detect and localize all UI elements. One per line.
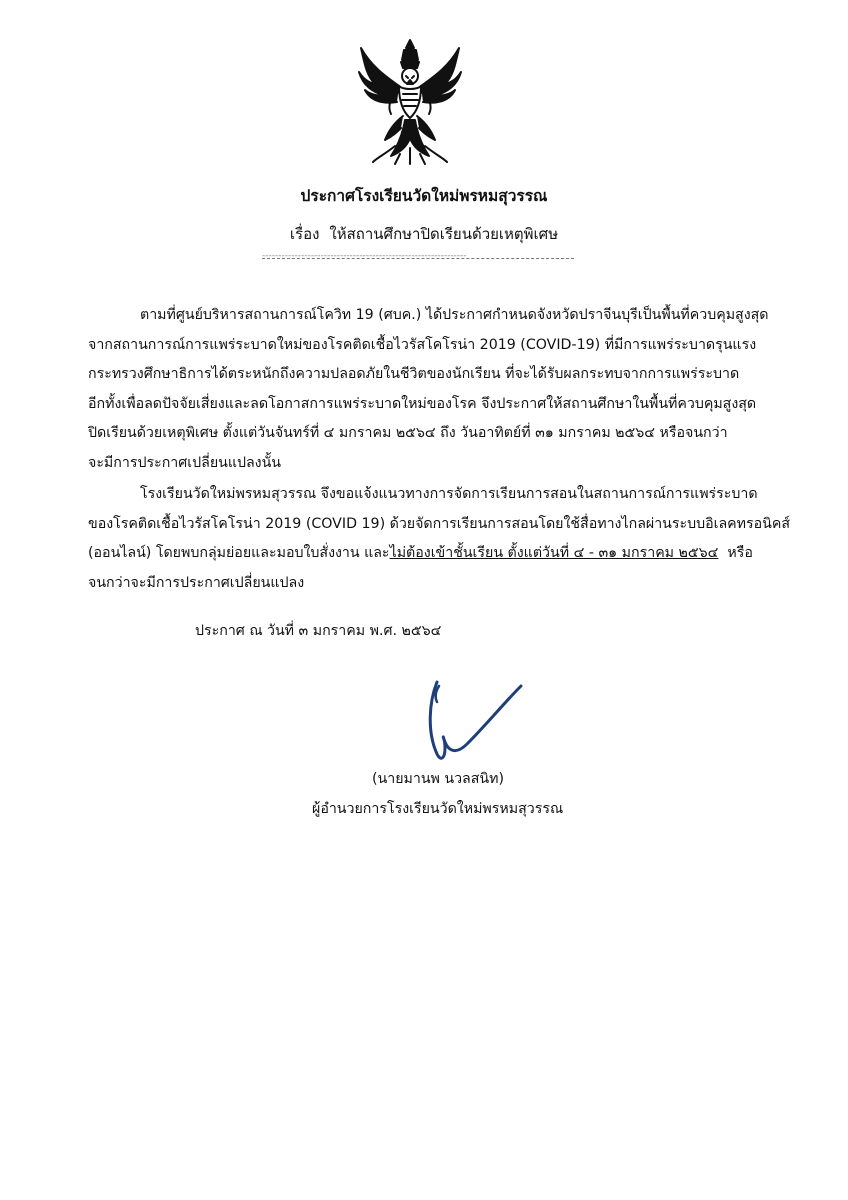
header-divider-text: --------------------------------------------------------------- [262,251,467,261]
paragraph-1-line: อีกทั้งเพื่อลดปัจจัยเสี่ยงและลดโอกาสการแพร่ระบาดใหม่ของโรค จึงประกาศให้สถานศึกษาในพื้นที่ควบคุมสูงสุด [88,395,757,412]
paragraph-2-line3-suffix: หรือ [718,545,753,561]
underlined-closure-dates: ไม่ต้องเข้าชั้นเรียน ตั้งแต่วันที่ ๔ - ๓๑ มกราคม ๒๕๖๔ [389,545,719,561]
paragraph-1 [88,301,768,478]
paragraph-1-line: จะมีการประกาศเปลี่ยนแปลงนั้น [88,454,281,471]
document-subject [0,222,848,246]
paragraph-2 [88,480,791,598]
announcement-date: ประกาศ ณ วันที่ ๓ มกราคม พ.ศ. ๒๕๖๔ [195,623,442,639]
paragraph-2-line: จนกว่าจะมีการประกาศเปลี่ยนแปลง [88,574,305,591]
paragraph-2-line: โรงเรียนวัดใหม่พรหมสุวรรณ จึงขอแจ้งแนวทางการจัดการเรียนการสอนในสถานการณ์การแพร่ระบาด [140,486,758,502]
paragraph-1-line: กระทรวงศึกษาธิการได้ตระหนักถึงความปลอดภัยในชีวิตของนักเรียน ที่จะได้รับผลกระทบจากการแพร่ระบาด [88,366,740,382]
signature-image [415,662,535,772]
paragraph-1-line: จากสถานการณ์การแพร่ระบาดใหม่ของโรคติดเชื้อไวรัสโคโรน่า 2019 (COVID-19) ที่มีการแพร่ระบาดรุนแรง [88,336,757,353]
garuda-emblem-icon [355,36,465,166]
subject-text: ให้สถานศึกษาปิดเรียนด้วยเหตุพิเศษ [329,225,559,243]
paragraph-2-line3-prefix: (ออนไลน์) โดยพบกลุ่มย่อยและมอบใบสั่งงาน และ [88,545,390,561]
document-title: ประกาศโรงเรียนวัดใหม่พรหมสุวรรณ [300,187,548,205]
paragraph-2-line: ของโรคติดเชื้อไวรัสโคโรน่า 2019 (COVID 19) ด้วยจัดการเรียนการสอนโดยใช้สื่อทางไกลผ่านระบบอิเลคทรอนิคส์ [88,515,791,532]
subject-label: เรื่อง [289,225,320,243]
signer-name: (นายมานพ นวลสนิท) [372,771,504,787]
paragraph-1-line: ตามที่ศูนย์บริหารสถานการณ์โควิท 19 (ศบค.) ได้ประกาศกำหนดจังหวัดปราจีนบุรีเป็นพื้นที่ควบคุมสูงสุด [140,307,769,323]
paragraph-1-line: ปิดเรียนด้วยเหตุพิเศษ ตั้งแต่วันจันทร์ที่ ๔ มกราคม ๒๕๖๔ ถึง วันอาทิตย์ที่ ๓๑ มกราคม ๒๕๖๔ หรือจนกว่า [88,425,728,441]
signer-position: ผู้อำนวยการโรงเรียนวัดใหม่พรหมสุวรรณ [312,801,564,817]
paragraph-2-line [88,539,768,569]
